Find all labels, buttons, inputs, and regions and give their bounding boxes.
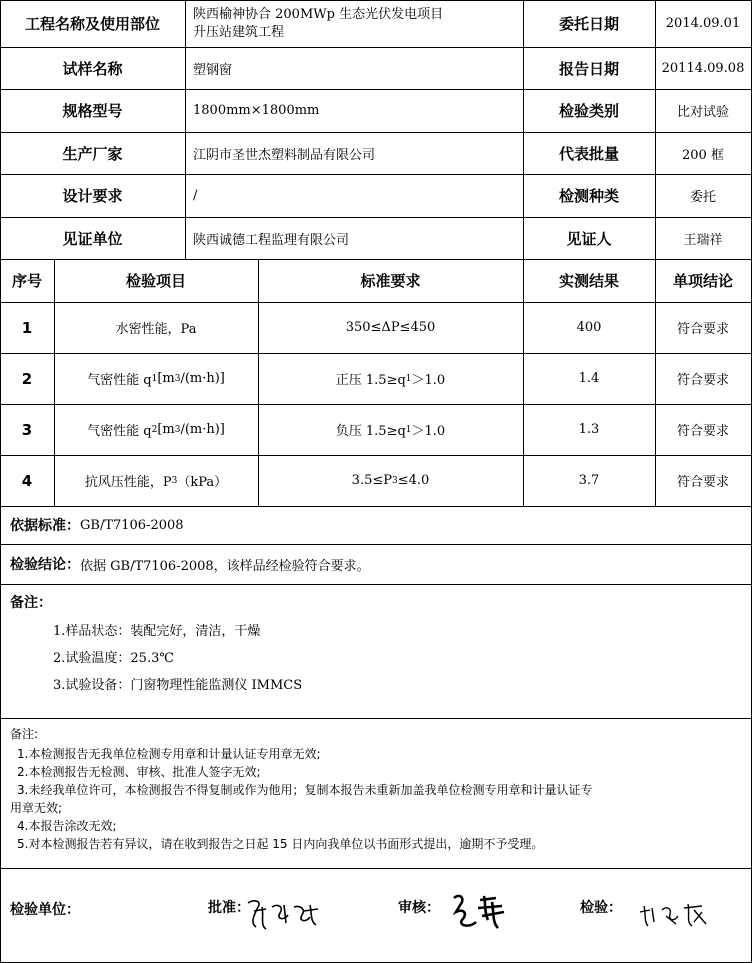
item-text: [m bbox=[157, 371, 175, 386]
row-measured: 1.3 bbox=[578, 422, 600, 437]
inspection-type-label: 检验类别 bbox=[558, 102, 619, 120]
batch-label: 代表批量 bbox=[558, 144, 619, 163]
row-measured: 3.7 bbox=[578, 473, 600, 488]
standard-text: 正压 1.5≥q bbox=[335, 373, 406, 388]
item-subscript: 2 bbox=[151, 424, 158, 435]
item-superscript: 3 bbox=[174, 373, 181, 384]
note-item: 2.本检测报告无检测、审核、批准人签字无效; bbox=[17, 765, 261, 779]
standard-subscript: 3 bbox=[392, 475, 398, 486]
inspect-label: 检验： bbox=[580, 900, 622, 916]
remark-item: 3.试验设备：门窗物理性能监测仪 IMMCS bbox=[53, 678, 303, 693]
row-divider bbox=[0, 584, 752, 585]
row-standard bbox=[258, 404, 523, 455]
row-standard bbox=[258, 455, 523, 506]
remarks-label: 备注： bbox=[10, 595, 52, 611]
note-item: 1.本检测报告无我单位检测专用章和计量认证专用章无效; bbox=[17, 747, 321, 761]
remark-item: 1.样品状态：装配完好，清洁，干燥 bbox=[53, 624, 261, 639]
standard-subscript: 1 bbox=[405, 373, 412, 384]
design-label: 设计要求 bbox=[62, 187, 123, 205]
row-conclusion: 符合要求 bbox=[676, 373, 729, 388]
row-divider bbox=[0, 868, 752, 869]
item-text: 气密性能 q bbox=[87, 373, 152, 388]
inspection-unit-label: 检验单位： bbox=[10, 902, 80, 918]
item-text: 抗风压性能，P bbox=[84, 475, 172, 490]
standard-text: ＞1.0 bbox=[411, 424, 446, 439]
conclusion-value: 依据 GB/T7106-2008，该样品经检验符合要求。 bbox=[80, 558, 370, 574]
row-no: 1 bbox=[21, 318, 33, 337]
witness-unit-label: 见证单位 bbox=[62, 229, 123, 248]
manufacturer-value: 江阴市圣世杰塑料制品有限公司 bbox=[193, 147, 376, 163]
item-text: /(m·h)] bbox=[180, 422, 225, 437]
row-conclusion: 符合要求 bbox=[676, 322, 729, 337]
item-text: [m bbox=[157, 422, 175, 437]
approver-signature bbox=[244, 893, 324, 933]
project-label: 工程名称及使用部位 bbox=[24, 15, 160, 33]
inspection-type-value: 比对试验 bbox=[676, 105, 729, 120]
row-item bbox=[54, 404, 258, 455]
row-standard: 350≤ΔP≤450 bbox=[345, 320, 436, 335]
basis-row bbox=[10, 506, 750, 544]
basis-label: 依据标准： bbox=[10, 518, 80, 534]
reviewer-signature bbox=[450, 890, 512, 932]
col-conclusion-header: 单项结论 bbox=[672, 272, 733, 290]
report-date-value: 20114.09.08 bbox=[661, 60, 745, 76]
commission-date-label: 委托日期 bbox=[558, 15, 619, 33]
standard-subscript: 1 bbox=[405, 424, 412, 435]
witness-unit-value: 陕西诚德工程监理有限公司 bbox=[193, 232, 350, 248]
remark-item: 2.试验温度：25.3℃ bbox=[53, 651, 174, 666]
item-text: 气密性能 q bbox=[87, 424, 152, 439]
row-no: 2 bbox=[21, 369, 33, 388]
witness-value: 王瑞祥 bbox=[683, 232, 723, 248]
spec-value: 1800mm×1800mm bbox=[193, 103, 320, 118]
col-standard-header: 标准要求 bbox=[360, 272, 421, 290]
row-item bbox=[54, 353, 258, 404]
design-value: / bbox=[193, 188, 198, 203]
sample-name-value: 塑钢窗 bbox=[193, 62, 233, 78]
row-standard bbox=[258, 353, 523, 404]
project-value-line1: 陕西榆神协合 200MWp 生态光伏发电项目 bbox=[193, 6, 444, 22]
item-subscript: 3 bbox=[171, 475, 178, 486]
standard-text: 3.5≤P bbox=[351, 473, 392, 488]
notes-label: 备注: bbox=[10, 727, 39, 741]
item-text: /(m·h)] bbox=[180, 371, 225, 386]
manufacturer-label: 生产厂家 bbox=[62, 144, 123, 163]
row-item: 水密性能，Pa bbox=[115, 322, 197, 337]
test-kind-value: 委托 bbox=[689, 190, 716, 205]
inspector-signature bbox=[636, 896, 712, 932]
row-divider bbox=[0, 718, 752, 719]
report-date-label: 报告日期 bbox=[558, 59, 619, 78]
standard-text: ≤4.0 bbox=[397, 473, 430, 488]
item-subscript: 1 bbox=[151, 373, 158, 384]
row-item bbox=[54, 455, 258, 506]
commission-date-value: 2014.09.01 bbox=[665, 16, 741, 31]
project-value-line2: 升压站建筑工程 bbox=[193, 24, 285, 40]
witness-label: 见证人 bbox=[566, 229, 612, 248]
row-no: 4 bbox=[21, 471, 33, 490]
basis-value: GB/T7106-2008 bbox=[80, 517, 184, 533]
col-measured-header: 实测结果 bbox=[558, 272, 619, 290]
col-item-header: 检验项目 bbox=[125, 272, 186, 290]
conclusion-label: 检验结论： bbox=[10, 557, 80, 573]
review-label: 审核： bbox=[398, 900, 440, 916]
row-measured: 1.4 bbox=[578, 371, 600, 386]
test-kind-label: 检测种类 bbox=[558, 187, 619, 205]
note-item: 用章无效; bbox=[10, 801, 63, 815]
col-no-header: 序号 bbox=[11, 272, 42, 290]
sample-name-label: 试样名称 bbox=[62, 59, 123, 78]
standard-text: 负压 1.5≥q bbox=[335, 424, 406, 439]
row-measured: 400 bbox=[576, 320, 602, 335]
standard-text: ＞1.0 bbox=[411, 373, 446, 388]
project-value bbox=[185, 0, 523, 47]
row-conclusion: 符合要求 bbox=[676, 475, 729, 490]
approve-label: 批准： bbox=[208, 900, 250, 916]
conclusion-row bbox=[10, 544, 750, 584]
item-superscript: 3 bbox=[174, 424, 181, 435]
note-item: 3.未经我单位许可，本检测报告不得复制或作为他用；复制本报告未重新加盖我单位检测专用章和计量认证专 bbox=[17, 783, 593, 797]
note-item: 5.对本检测报告若有异议，请在收到报告之日起 15 日内向我单位以书面形式提出，逾期不予受理。 bbox=[17, 837, 544, 851]
row-no: 3 bbox=[21, 420, 33, 439]
batch-value: 200 框 bbox=[682, 147, 724, 163]
spec-label: 规格型号 bbox=[62, 102, 123, 120]
item-text: （kPa） bbox=[177, 475, 228, 490]
row-conclusion: 符合要求 bbox=[676, 424, 729, 439]
note-item: 4.本报告涂改无效; bbox=[17, 819, 117, 833]
